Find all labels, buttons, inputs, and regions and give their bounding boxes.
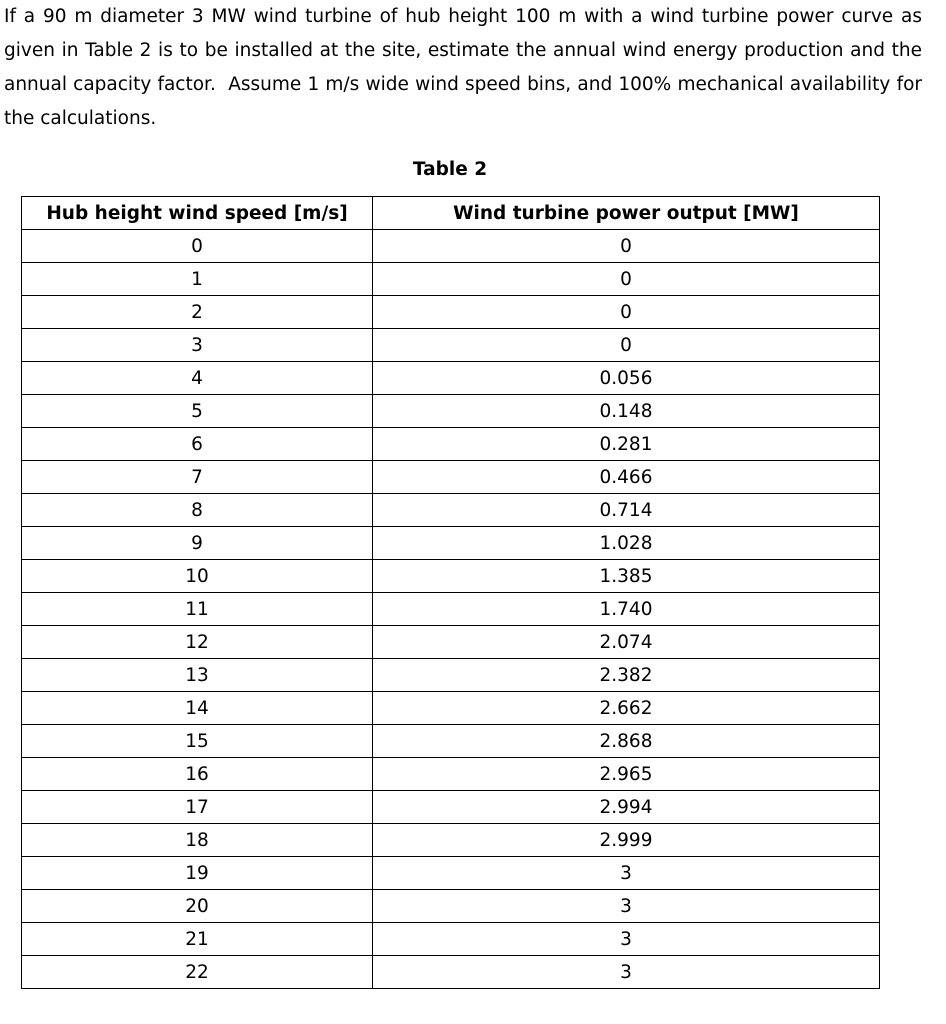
table-caption: Table 2 xyxy=(412,159,488,180)
power-output-cell: 1.740 xyxy=(373,593,880,626)
power-output-cell: 0.281 xyxy=(373,428,880,461)
table-row xyxy=(22,659,880,692)
header-power-output: Wind turbine power output [MW] xyxy=(373,197,880,230)
table-row xyxy=(22,461,880,494)
table-row xyxy=(22,758,880,791)
table-row xyxy=(22,263,880,296)
table-row xyxy=(22,923,880,956)
power-output-cell: 0.148 xyxy=(373,395,880,428)
wind-speed-cell: 2 xyxy=(22,296,373,329)
power-output-cell: 1.028 xyxy=(373,527,880,560)
table-row xyxy=(22,692,880,725)
wind-speed-cell: 19 xyxy=(22,857,373,890)
wind-speed-cell: 17 xyxy=(22,791,373,824)
wind-speed-cell: 15 xyxy=(22,725,373,758)
power-output-cell: 0.466 xyxy=(373,461,880,494)
power-output-cell: 2.994 xyxy=(373,791,880,824)
power-output-cell: 0 xyxy=(373,263,880,296)
wind-speed-cell: 11 xyxy=(22,593,373,626)
wind-speed-cell: 22 xyxy=(22,956,373,989)
power-output-cell: 1.385 xyxy=(373,560,880,593)
wind-speed-cell: 12 xyxy=(22,626,373,659)
power-output-cell: 3 xyxy=(373,857,880,890)
wind-speed-cell: 14 xyxy=(22,692,373,725)
wind-speed-cell: 13 xyxy=(22,659,373,692)
power-output-cell: 2.965 xyxy=(373,758,880,791)
table-row xyxy=(22,890,880,923)
power-output-cell: 2.662 xyxy=(373,692,880,725)
table-row xyxy=(22,296,880,329)
power-output-cell: 0 xyxy=(373,230,880,263)
table-row xyxy=(22,593,880,626)
power-output-cell: 2.868 xyxy=(373,725,880,758)
wind-speed-cell: 20 xyxy=(22,890,373,923)
table-row xyxy=(22,395,880,428)
power-output-cell: 3 xyxy=(373,923,880,956)
power-output-cell: 3 xyxy=(373,956,880,989)
table-row xyxy=(22,560,880,593)
table-row xyxy=(22,428,880,461)
power-output-cell: 2.382 xyxy=(373,659,880,692)
table-row xyxy=(22,791,880,824)
wind-speed-cell: 3 xyxy=(22,329,373,362)
table-header-row xyxy=(22,197,880,230)
wind-speed-cell: 0 xyxy=(22,230,373,263)
power-output-cell: 2.999 xyxy=(373,824,880,857)
table-row xyxy=(22,362,880,395)
power-output-cell: 0 xyxy=(373,329,880,362)
power-curve-table xyxy=(21,196,880,989)
table-row xyxy=(22,494,880,527)
power-output-cell: 0 xyxy=(373,296,880,329)
wind-speed-cell: 9 xyxy=(22,527,373,560)
problem-statement: If a 90 m diameter 3 MW wind turbine of hub height 100 m with a wind turbine power curve as given in Table 2 is to be installed at the site, estimate the annual wind energy production and the annual capacity factor. Assume 1 m/s wide wind speed bins, and 100% mechanical availability for the calculations. xyxy=(4,6,922,129)
table-row xyxy=(22,230,880,263)
power-output-cell: 0.714 xyxy=(373,494,880,527)
wind-speed-cell: 18 xyxy=(22,824,373,857)
table-row xyxy=(22,626,880,659)
table-row xyxy=(22,824,880,857)
table-row xyxy=(22,725,880,758)
header-wind-speed: Hub height wind speed [m/s] xyxy=(22,197,373,230)
wind-speed-cell: 6 xyxy=(22,428,373,461)
table-body xyxy=(22,230,880,989)
wind-speed-cell: 8 xyxy=(22,494,373,527)
wind-speed-cell: 21 xyxy=(22,923,373,956)
wind-speed-cell: 5 xyxy=(22,395,373,428)
power-output-cell: 2.074 xyxy=(373,626,880,659)
power-output-cell: 3 xyxy=(373,890,880,923)
power-output-cell: 0.056 xyxy=(373,362,880,395)
wind-speed-cell: 1 xyxy=(22,263,373,296)
table-row xyxy=(22,329,880,362)
table-row xyxy=(22,527,880,560)
table-row xyxy=(22,857,880,890)
wind-speed-cell: 7 xyxy=(22,461,373,494)
wind-speed-cell: 16 xyxy=(22,758,373,791)
wind-speed-cell: 10 xyxy=(22,560,373,593)
wind-speed-cell: 4 xyxy=(22,362,373,395)
table-row xyxy=(22,956,880,989)
